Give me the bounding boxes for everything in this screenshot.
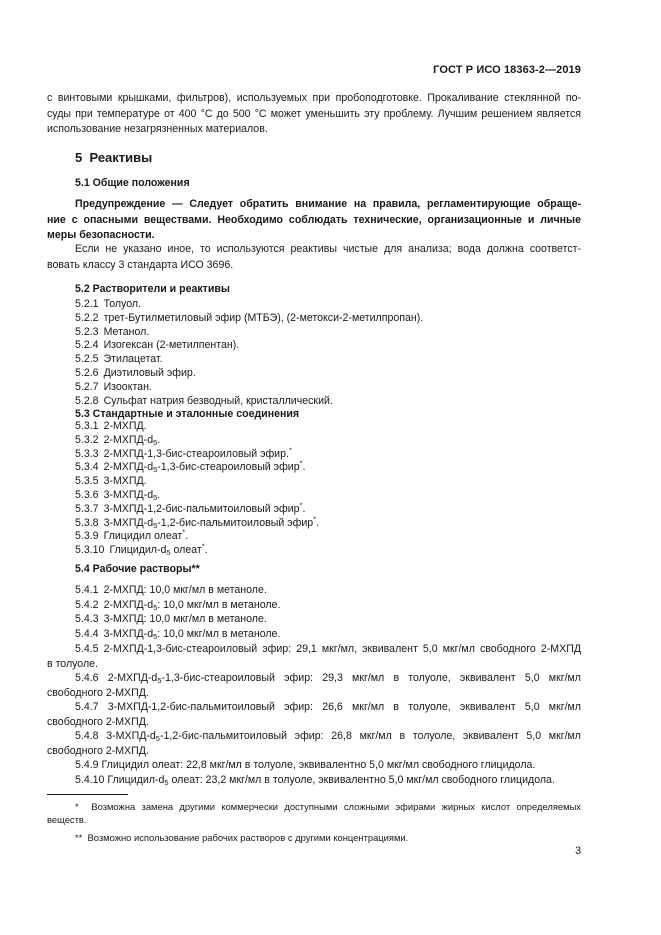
list-item [75, 339, 239, 351]
item-text: -1,3-бис-стеароиловый эфир: 29,3 мкг/мл в толуоле, эквивалент 5,0 мкг/мл [161, 672, 581, 684]
list-item [75, 395, 333, 407]
list-item [75, 367, 196, 379]
item-text: 3-МХПД: 10,0 мкг/мл в метаноле. [103, 613, 267, 626]
footnote-first-line [47, 800, 581, 813]
item-number: 5.4.6 [75, 672, 99, 684]
footnote-mark: * [201, 541, 205, 551]
subsection-heading-5-3: 5.3 Стандартные и эталонные соединения [75, 408, 300, 420]
item-number: 5.3.3 [75, 447, 99, 460]
row-continuation: в толуоле. [47, 658, 98, 670]
list-item [75, 541, 208, 558]
item-number: 5.3.7 [75, 502, 99, 515]
list-item [75, 628, 280, 640]
item-number: 5.4.3 [75, 613, 99, 626]
item-text: . [302, 461, 306, 474]
list-item [75, 353, 163, 365]
item-text: 3-МХПД. [103, 475, 147, 488]
intro-paragraph [47, 91, 581, 138]
item-text: Изооктан. [103, 380, 152, 393]
footnote-mark: ** [191, 563, 200, 575]
row-first-line [47, 758, 581, 773]
reagents-line: вовать классу 3 стандарта ИСО 3696. [47, 258, 234, 271]
list-item [75, 445, 292, 460]
footnote-continuation: веществ. [47, 814, 87, 825]
list-item [75, 489, 160, 501]
item-text: 3-МХПД-1,2-бис-пальмитоиловый эфир: 26,6 мкг/мл в толуоле, эквивалент 5,0 мкг/мл [107, 701, 581, 713]
item-number: 5.4.9 [75, 759, 99, 771]
solution-row-5-4-7 [47, 700, 581, 730]
item-number: 5.2.1 [75, 298, 99, 310]
item-number: 5.3.9 [75, 530, 99, 543]
item-text: 2-МХПД-d [103, 433, 154, 446]
intro-line: суды при температуре от 400 °С до 500 °С может уменьшить эту проблему. Лучшим решением является [47, 107, 581, 120]
item-number: 5.4.7 [75, 701, 99, 713]
footnote-mark: * [288, 445, 292, 455]
item-text: 2-МХПД-d [107, 672, 158, 684]
standard-header: ГОСТ Р ИСО 18363-2—2019 [433, 64, 581, 76]
warning-line: Предупреждение — Следует обратить внимание на правила, регламентирующие обраще- [75, 198, 581, 210]
item-text: олеат [170, 544, 202, 557]
item-number: 5.4.8 [75, 730, 99, 742]
item-text: Этилацетат. [103, 353, 163, 366]
item-number: 5.3.1 [75, 420, 99, 432]
item-text: . [185, 530, 189, 543]
list-item [75, 527, 189, 543]
subscript: 5 [153, 465, 158, 475]
list-item [75, 475, 147, 487]
item-text: . [157, 489, 161, 501]
footnote-2 [47, 831, 581, 844]
item-text: 3-МХПД-d [103, 516, 154, 529]
item-text: -1,3-бис-стеароиловый эфир [157, 461, 300, 474]
item-number: 5.2.3 [75, 325, 99, 338]
subsection-heading-5-1: 5.1 Общие положения [75, 177, 190, 189]
footnote-mark: ** [75, 832, 83, 843]
reagents-paragraph [47, 242, 581, 273]
list-item [75, 312, 423, 324]
list-item [75, 613, 267, 625]
item-number: 5.3.4 [75, 461, 99, 474]
item-text: Сульфат натрия безводный, кристаллический. [103, 394, 333, 407]
list-item [75, 458, 306, 475]
item-text: 2-МХПД: 10,0 мкг/мл в метаноле. [103, 584, 267, 596]
footnote-first-line [47, 831, 581, 844]
subscript: 5 [153, 437, 158, 447]
footnote-text: Возможна замена другими коммерчески доступными сложными эфирами жирных кислот определяемых [91, 801, 581, 812]
item-text: 2-МХПД-d [103, 461, 154, 474]
list-item [75, 584, 267, 596]
subscript: 5 [153, 602, 158, 612]
solution-row-5-4-8 [47, 729, 581, 759]
item-text: Глицидил-d [109, 544, 167, 557]
row-continuation: свободного 2-МХПД. [47, 745, 149, 757]
solution-row-5-4-10 [47, 773, 581, 788]
item-text: 2-МХПД-1,3-бис-стеароиловый эфир [103, 447, 286, 460]
item-text: Метанол. [103, 325, 150, 338]
subscript: 5 [155, 734, 160, 743]
subscript: 5 [153, 631, 158, 641]
subsection-title: 5.4 Рабочие растворы [75, 563, 192, 575]
item-number: 5.4.5 [75, 643, 99, 655]
item-text: . [302, 502, 306, 515]
item-number: 5.2.7 [75, 380, 99, 393]
item-number: 5.4.2 [75, 598, 99, 611]
item-number: 5.2.8 [75, 394, 99, 407]
subscript: 5 [153, 520, 158, 530]
section-heading [75, 150, 152, 165]
item-number: 5.3.5 [75, 475, 99, 488]
item-text: 2-МХПД-1,3-бис-стеароиловый эфир: 29,1 мкг/мл, эквивалент 5,0 мкг/мл свободного 2-МХПД [103, 643, 581, 655]
subscript: 5 [166, 548, 171, 558]
warning-line: меры безопасности. [47, 229, 155, 241]
item-text: . [316, 516, 320, 529]
footnote-divider [47, 794, 128, 795]
item-text: . [157, 433, 161, 446]
row-first-line [47, 773, 581, 788]
row-continuation: свободного 2-МХПД. [47, 716, 149, 728]
item-number: 5.3.6 [75, 489, 99, 501]
footnote-mark: * [75, 801, 79, 812]
footnote-1 [47, 800, 581, 826]
reagents-line: Если не указано иное, то используются реактивы чистые для анализа; вода должна соответст- [75, 243, 581, 255]
item-text: 2-МХПД. [103, 420, 147, 432]
subscript: 5 [153, 493, 158, 502]
warning-line: ние с опасными веществами. Необходимо соблюдать технические, организационные и личные [47, 213, 581, 226]
item-text: Толуол. [103, 298, 141, 310]
item-number: 5.2.5 [75, 353, 99, 366]
row-first-line [47, 642, 581, 657]
list-item [75, 500, 306, 515]
footnote-mark: * [299, 500, 303, 510]
intro-line: использование незагрязненных материалов. [47, 123, 268, 135]
item-text: 3-МХПД-1,2-бис-пальмитоиловый эфир [103, 502, 300, 515]
subscript: 5 [164, 778, 169, 787]
item-number: 5.4.4 [75, 627, 99, 640]
item-number: 5.3.8 [75, 516, 99, 529]
item-text: -1,2-бис-пальмитоиловый эфир: 26,8 мкг/мл в толуоле, эквивалент 5,0 мкг/мл [159, 730, 581, 742]
footnote-mark: * [182, 527, 186, 537]
subscript: 5 [157, 676, 162, 685]
solution-row-5-4-5 [47, 642, 581, 672]
solution-row-5-4-9 [47, 758, 581, 773]
footnote-mark: * [299, 458, 303, 468]
item-number: 5.2.4 [75, 339, 99, 352]
item-text: 3-МХПД-d [103, 627, 154, 640]
list-item [75, 381, 152, 393]
item-text: -1,2-бис-пальмитоиловый эфир [157, 516, 314, 529]
item-text: Изогексан (2-метилпентан). [103, 339, 240, 352]
item-text: 3-МХПД-d [103, 489, 154, 501]
item-number: 5.4.1 [75, 584, 99, 596]
section-number: 5 [75, 150, 83, 165]
item-text: 2-МХПД-d [103, 598, 154, 611]
list-item [75, 298, 141, 310]
footnote-text: Возможно использование рабочих растворов с другими концентрациями. [87, 832, 409, 843]
item-text: 3-МХПД-d [106, 730, 156, 742]
warning-paragraph [47, 197, 581, 244]
subsection-heading-5-4 [75, 563, 200, 575]
list-item [75, 420, 147, 432]
item-text: Диэтиловый эфир. [103, 367, 196, 379]
row-first-line [47, 700, 581, 715]
subsection-heading-5-2: 5.2 Растворители и реактивы [75, 283, 230, 295]
item-text: олеат: 23,2 мкг/мл в толуоле, эквивалентно 5,0 мкг/мл свободного глицидола. [168, 774, 555, 786]
list-item [75, 599, 280, 611]
item-text: . [204, 544, 208, 557]
list-item [75, 326, 149, 338]
item-text: : 10,0 мкг/мл в метаноле. [157, 627, 281, 640]
item-text: Глицидил олеат: 22,8 мкг/мл в толуоле, эквивалентно 5,0 мкг/мл свободного глицидола. [101, 759, 536, 771]
item-number: 5.2.6 [75, 367, 99, 379]
item-number: 5.4.10 [75, 774, 105, 786]
item-number: 5.3.10 [75, 544, 105, 557]
footnote-mark: * [313, 514, 317, 524]
row-continuation: свободного 2-МХПД. [47, 687, 149, 699]
item-text: . [286, 447, 289, 460]
page-number: 3 [575, 845, 581, 857]
item-text: Глицидил олеат [103, 530, 183, 543]
item-number: 5.3.2 [75, 433, 99, 446]
row-first-line [47, 729, 581, 744]
row-first-line [47, 671, 581, 686]
list-item [75, 434, 160, 446]
item-text: Глицидил-d [107, 774, 165, 786]
section-title: Реактивы [89, 150, 153, 165]
list-item [75, 514, 320, 530]
item-number: 5.2.2 [75, 311, 99, 324]
solution-row-5-4-6 [47, 671, 581, 701]
item-text: трет-Бутилметиловый эфир (МТБЭ), (2-метокси-2-метилпропан). [103, 311, 424, 324]
item-text: : 10,0 мкг/мл в метаноле. [157, 598, 281, 611]
intro-line: с винтовыми крышками, фильтров), используемых при пробоподготовке. Прокаливание стеклянной по- [47, 92, 581, 104]
